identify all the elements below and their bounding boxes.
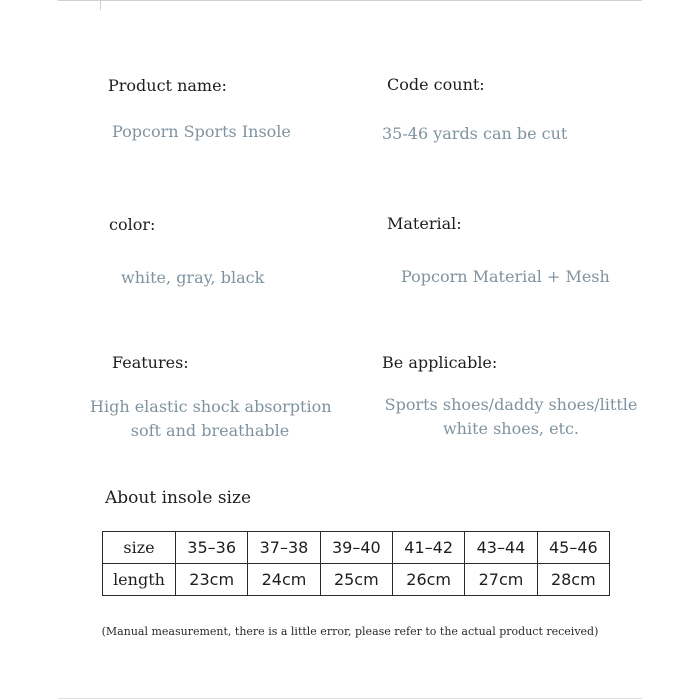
top-divider-tick [100, 0, 101, 10]
length-row-header: length [103, 564, 176, 596]
size-cell: 35–36 [176, 532, 248, 564]
applicable-value-line-1: Sports shoes/daddy shoes/little [384, 395, 638, 414]
size-cell: 39–40 [320, 532, 392, 564]
color-label: color: [109, 215, 156, 234]
length-row [103, 564, 610, 596]
measurement-note: (Manual measurement, there is a little error, please refer to the actual product received) [101, 625, 599, 638]
length-cell: 28cm [537, 564, 609, 596]
top-divider [58, 0, 642, 1]
size-cell: 43–44 [465, 532, 537, 564]
color-value: white, gray, black [121, 268, 265, 287]
length-cell: 26cm [392, 564, 464, 596]
applicable-label: Be applicable: [382, 353, 498, 372]
length-cell: 24cm [248, 564, 320, 596]
size-section-title: About insole size [105, 488, 252, 508]
features-value-line-2: soft and breathable [130, 421, 290, 440]
code-count-value: 35-46 yards can be cut [382, 124, 568, 143]
size-cell: 45–46 [537, 532, 609, 564]
size-row-header: size [103, 532, 176, 564]
length-cell: 25cm [320, 564, 392, 596]
size-table [102, 531, 610, 596]
code-count-label: Code count: [387, 75, 485, 94]
bottom-divider [58, 698, 642, 699]
applicable-value-line-2: white shoes, etc. [442, 419, 580, 438]
length-cell: 27cm [465, 564, 537, 596]
product-name-value: Popcorn Sports Insole [112, 122, 291, 141]
size-cell: 37–38 [248, 532, 320, 564]
features-label: Features: [112, 353, 189, 372]
features-value-line-1: High elastic shock absorption [90, 397, 332, 416]
product-name-label: Product name: [108, 76, 227, 95]
material-value: Popcorn Material + Mesh [401, 267, 610, 286]
size-cell: 41–42 [392, 532, 464, 564]
size-row [103, 532, 610, 564]
length-cell: 23cm [176, 564, 248, 596]
material-label: Material: [387, 214, 462, 233]
